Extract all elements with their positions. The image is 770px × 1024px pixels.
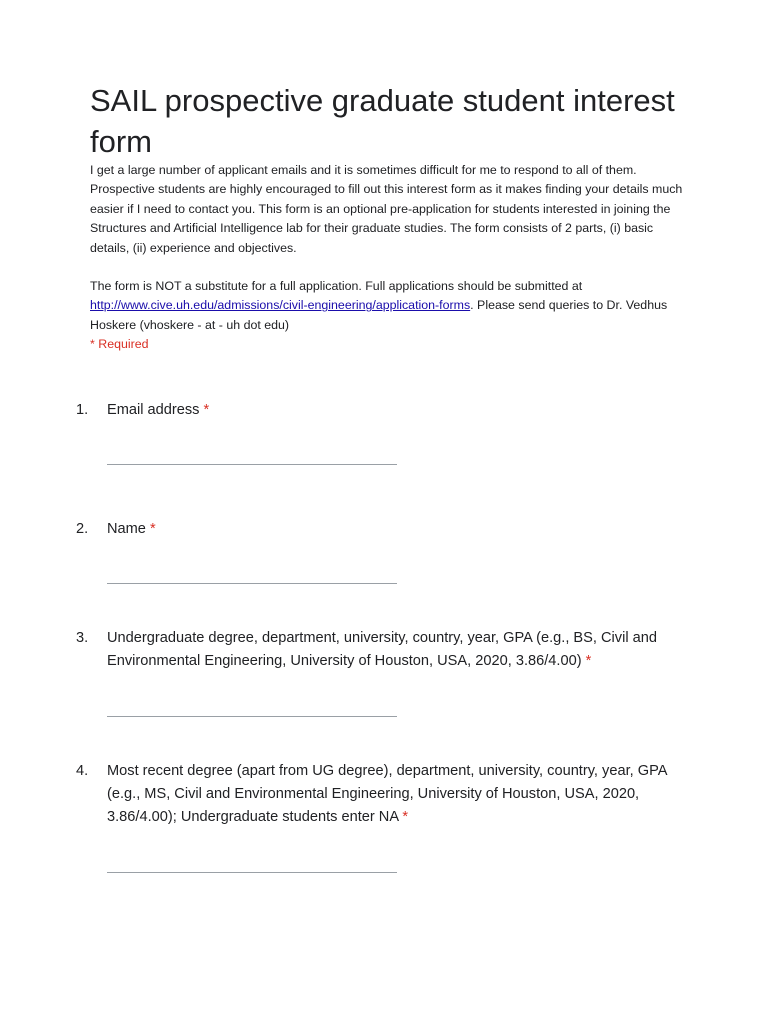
question-number: 1. bbox=[76, 402, 89, 418]
undergraduate-degree-answer-field[interactable] bbox=[107, 716, 397, 717]
required-asterisk: * bbox=[150, 521, 156, 537]
form-description bbox=[90, 161, 690, 355]
required-asterisk: * bbox=[402, 809, 409, 825]
application-forms-link[interactable]: http://www.cive.uh.edu/admissions/civil-engineering/application-forms bbox=[90, 298, 471, 313]
question-text: Email address bbox=[107, 402, 200, 418]
question-label bbox=[107, 518, 692, 541]
required-asterisk: * bbox=[203, 402, 210, 418]
recent-degree-answer-field[interactable] bbox=[107, 872, 397, 873]
description-text-after-link: . Please send queries to Dr. Vedhus Hoskere (vhoskere - at - uh dot edu) bbox=[90, 298, 668, 332]
question-text: Name bbox=[107, 521, 146, 537]
question-label bbox=[107, 627, 692, 673]
email-answer-field[interactable] bbox=[107, 464, 397, 465]
question-label bbox=[107, 399, 692, 422]
question-number: 2. bbox=[76, 521, 89, 537]
question-number: 4. bbox=[76, 763, 89, 779]
name-answer-field[interactable] bbox=[107, 583, 397, 584]
question-text: Most recent degree (apart from UG degree), department, university, country, year, GPA (e.g., MS, Civil and Environmental Engineering, University of Houston, USA, 2020, 3.86/4.00); Undergraduate students enter NA bbox=[107, 763, 667, 825]
description-text-before-link: The form is NOT a substitute for a full application. Full applications should be submitted at bbox=[90, 279, 583, 294]
question-label bbox=[107, 760, 692, 829]
question-number: 3. bbox=[76, 630, 89, 646]
description-paragraph-2 bbox=[90, 277, 690, 335]
form-title: SAIL prospective graduate student interest form bbox=[90, 83, 675, 159]
description-paragraph-1: I get a large number of applicant emails and it is sometimes difficult for me to respond to all of them. Prospective students are highly encouraged to fill out this interest form as it makes finding your details much easier if I need to contact you. This form is an optional pre-application for students interested in joining the Structures and Artificial Intelligence lab for their graduate studies. The form consists of 2 parts, (i) basic details, (ii) experience and objectives. bbox=[90, 163, 683, 255]
question-text: Undergraduate degree, department, university, country, year, GPA (e.g., BS, Civil and Environmental Engineering, University of Houston, USA, 2020, 3.86/4.00) bbox=[107, 630, 657, 669]
required-note: * Required bbox=[90, 337, 149, 352]
required-asterisk: * bbox=[585, 653, 592, 669]
